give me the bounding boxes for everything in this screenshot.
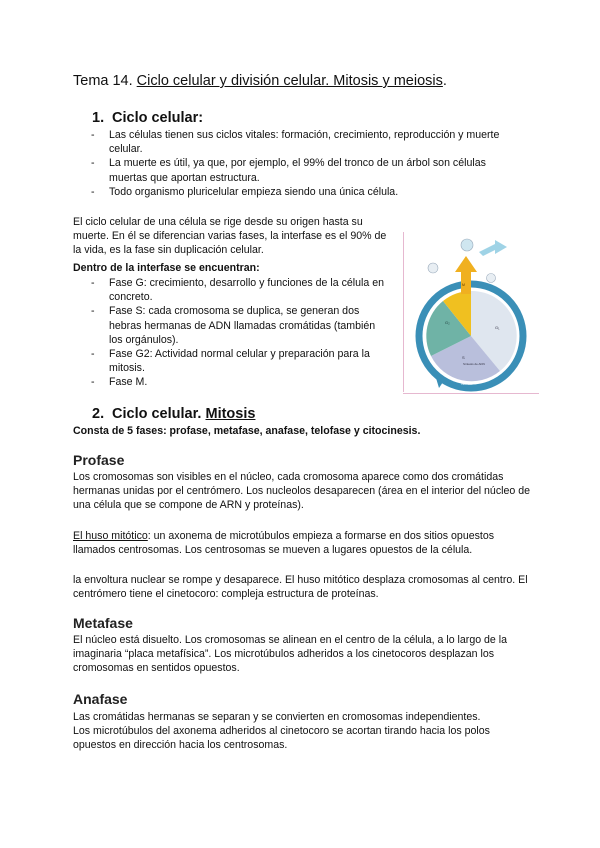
- list-item: - La muerte es útil, ya que, por ejemplo, el 99% del tronco de un árbol son células muertas que aportan estructura.: [91, 156, 521, 184]
- section2-number: 2.: [92, 406, 105, 422]
- anafase-paragraph-1: Las cromátidas hermanas se separan y se convierten en cromosomas independientes.: [73, 711, 481, 723]
- list-item: - Fase G: crecimiento, desarrollo y funciones de la célula en concreto.: [91, 276, 391, 304]
- section2-heading-prefix: Ciclo celular.: [112, 406, 206, 422]
- section2-heading: [92, 406, 255, 422]
- list-item: - Fase G2: Actividad normal celular y preparación para la mitosis.: [91, 347, 391, 375]
- list-item: - Fase M.: [91, 375, 391, 389]
- list-item: - Las células tienen sus ciclos vitales: formación, crecimiento, reproducción y muerte celular.: [91, 128, 521, 156]
- section1-heading: [92, 110, 203, 126]
- title-suffix: .: [442, 73, 447, 89]
- g2-label: G₂: [445, 320, 450, 325]
- cell-icon-left: [428, 263, 438, 273]
- title-prefix: Tema 14.: [73, 73, 137, 89]
- anafase-heading: Anafase: [73, 691, 128, 707]
- title-underlined: Ciclo celular y división celular. Mitosis y meiosis: [136, 73, 443, 89]
- m-label: M: [462, 283, 465, 287]
- huso-mitotico-label: El huso mitótico: [73, 530, 148, 542]
- s-label: S: [462, 355, 465, 360]
- metafase-paragraph: El núcleo está disuelto. Los cromosomas se alinean en el centro de la célula, a lo largo de la imaginaria “placa metafísica”. Los microtúbulos adheridos a los cinetocoros desplazan los cromosomas en sentidos opuestos.: [73, 634, 508, 675]
- section1-bullet-list: [91, 128, 521, 199]
- page-title: [73, 73, 447, 89]
- profase-paragraph-3: la envoltura nuclear se rompe y desaparece. El huso mitótico desplaza cromosomas al centro. El centrómero tiene el cinetocoro: compleja estructura de proteínas.: [73, 574, 528, 601]
- section2-heading-underlined: Mitosis: [205, 406, 256, 422]
- interfase-label: Interfase: [461, 382, 473, 386]
- interfase-list: [91, 276, 391, 390]
- profase-paragraph-1: Los cromosomas son visibles en el núcleo, cada cromosoma aparece como dos cromátidas hermanas unidas por el centrómero. Los nucleolos desaparecen (área en el interior del núcleo de una célula que se compone de ARN y proteínas).: [73, 471, 530, 512]
- anafase-paragraph-2: Los microtúbulos del axonema adheridos al cinetocoro se acortan tirando hacia los polos opuestos en dirección hacia los centrosomas.: [73, 725, 490, 752]
- cell-icon-right: [487, 274, 496, 283]
- section2-subtitle: Consta de 5 fases: profase, metafase, anafase, telofase y citocinesis.: [73, 425, 421, 437]
- section1-number: 1.: [92, 110, 105, 126]
- section1-heading-text: Ciclo celular:: [112, 110, 204, 126]
- cycle-paragraph: El ciclo celular de una célula se rige desde su origen hasta su muerte. En él se diferencian varias fases, la interfase es el 90% de la vida, es la fase sin duplicación celular.: [73, 216, 387, 257]
- g1-label: G₁: [495, 325, 500, 330]
- list-item: - Todo organismo pluricelular empieza siendo una única célula.: [91, 185, 521, 199]
- interfase-heading: Dentro de la interfase se encuentran:: [73, 262, 260, 274]
- profase-paragraph-2: [73, 529, 533, 557]
- list-item: - Fase S: cada cromosoma se duplica, se generan dos hebras hermanas de ADN llamadas cromátidas (también los orgánulos).: [91, 304, 391, 347]
- metafase-heading: Metafase: [73, 615, 133, 631]
- profase-heading: Profase: [73, 452, 125, 468]
- daughter-cell-icon: [461, 239, 473, 251]
- huso-mitotico-text: : un axonema de microtúbulos empieza a formarse en dos sitios opuestos llamados centrosomas. Los centrosomas se mueven a lugares opuestos de la célula.: [73, 530, 495, 557]
- s-sublabel: Síntesis de ADN: [463, 362, 485, 366]
- division-arrow: [479, 240, 507, 256]
- cell-cycle-diagram: [403, 232, 539, 397]
